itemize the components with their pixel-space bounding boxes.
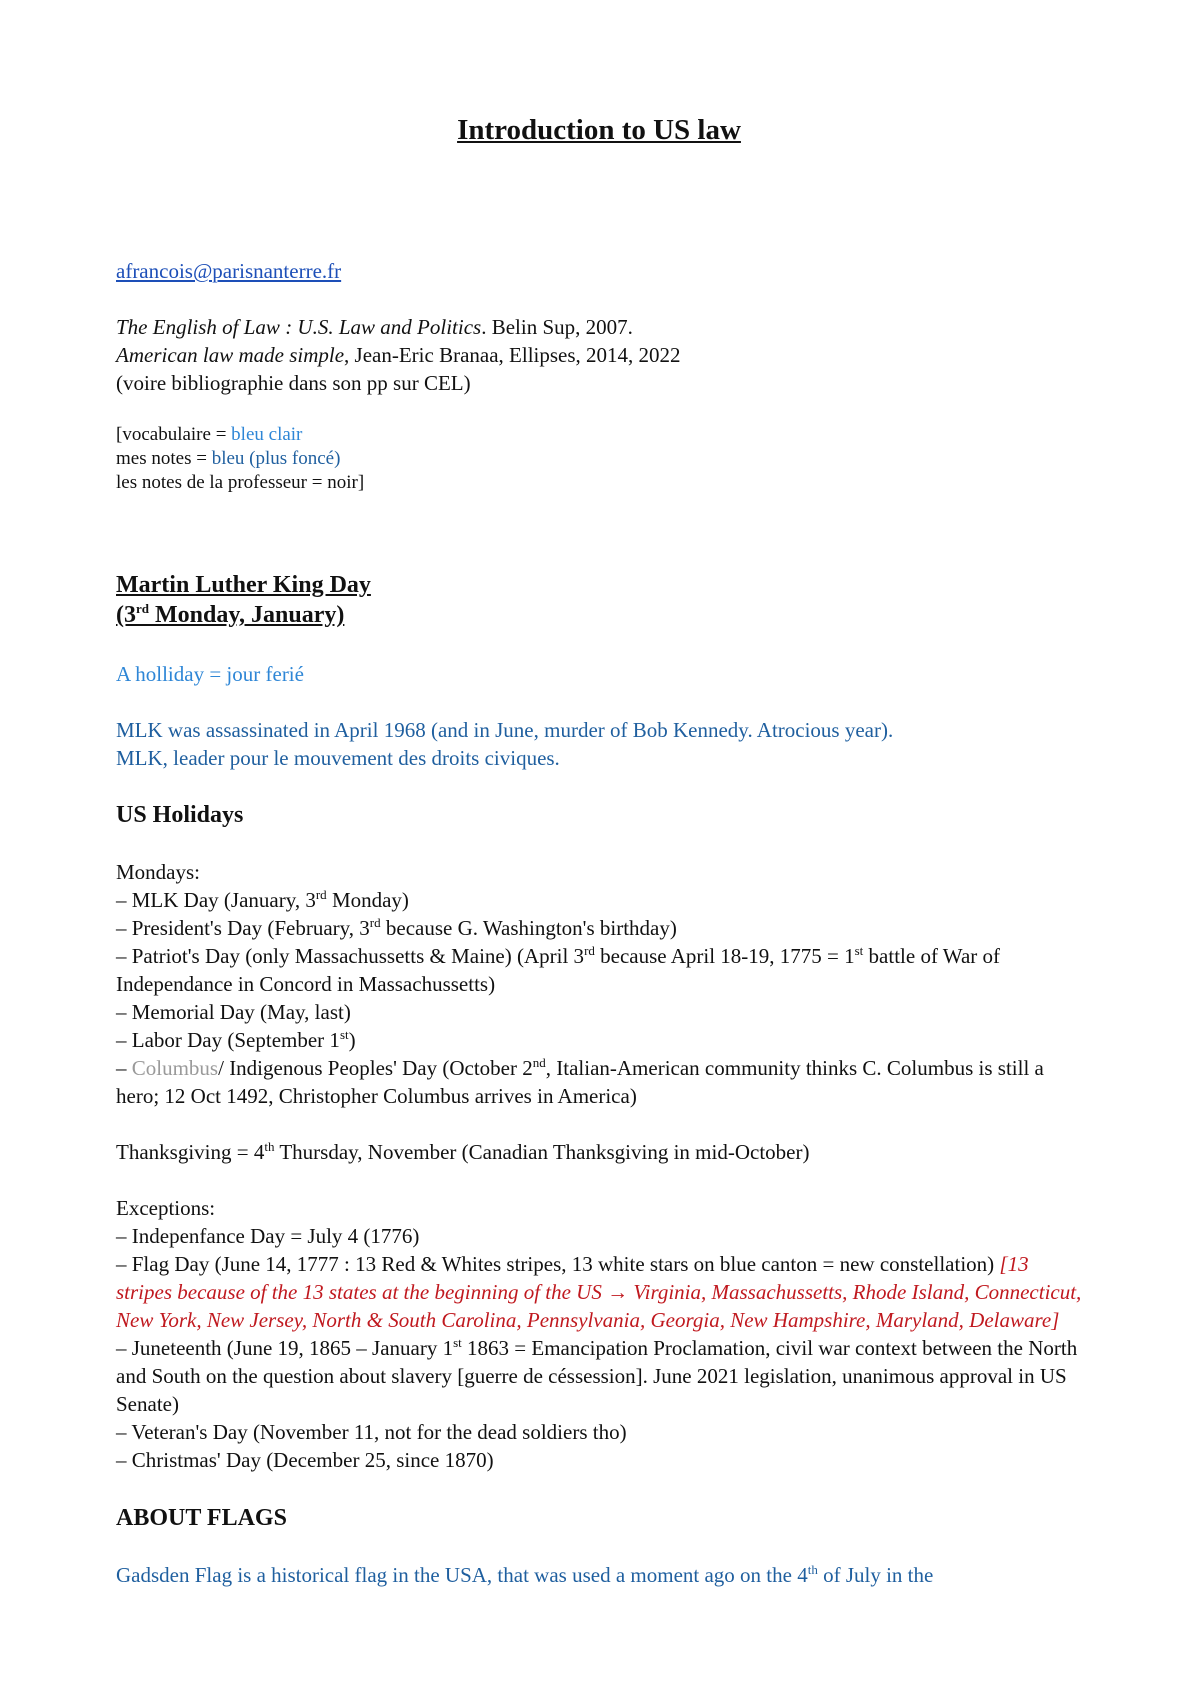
ordinal-suffix: rd bbox=[369, 915, 381, 930]
holidays-heading: US Holidays bbox=[116, 802, 244, 828]
ordinal-suffix: rd bbox=[136, 601, 149, 616]
ordinal-suffix: st bbox=[339, 1027, 349, 1042]
reference-1-details: . Belin Sup, 2007. bbox=[481, 315, 633, 339]
item-text: ) bbox=[348, 1028, 356, 1052]
mlk-heading-text: (3 bbox=[116, 602, 136, 628]
ordinal-suffix: rd bbox=[584, 943, 595, 958]
ordinal-suffix: nd bbox=[532, 1055, 546, 1070]
mondays-label: Mondays: bbox=[116, 860, 200, 884]
list-item bbox=[116, 886, 1082, 914]
item-text: Gadsden Flag is a historical flag in the USA, that was used a moment ago on the 4 bbox=[116, 1563, 808, 1587]
reference-2-details: , Jean-Eric Branaa, Ellipses, 2014, 2022 bbox=[344, 343, 681, 367]
reference-3: (voire bibliographie dans son pp sur CEL) bbox=[116, 371, 471, 395]
exceptions-block bbox=[116, 1194, 1082, 1474]
list-item bbox=[116, 998, 1082, 1026]
mlk-heading bbox=[116, 570, 1082, 630]
legend-label: [vocabulaire = bbox=[116, 424, 232, 445]
list-item bbox=[116, 1334, 1082, 1418]
exceptions-list bbox=[116, 1222, 1082, 1474]
item-text: battle of War of Independance in Concord in Massachussetts) bbox=[116, 944, 1001, 996]
item-text: – Memorial Day (May, last) bbox=[116, 1000, 351, 1024]
list-item bbox=[116, 1026, 1082, 1054]
mondays-block bbox=[116, 858, 1082, 1110]
mlk-note-2: MLK, leader pour le mouvement des droits civiques. bbox=[116, 746, 560, 770]
mlk-heading-line-1: Martin Luther King Day bbox=[116, 572, 371, 598]
item-text: 1863 = Emancipation Proclamation, civil war context between the North and South on the question about slavery [guerre de céssession]. June 2021 legislation, unanimous approval in US Senate) bbox=[116, 1336, 1078, 1416]
legend-value-blue: bleu (plus foncé) bbox=[211, 448, 341, 469]
reference-1-title: The English of Law : U.S. Law and Politics bbox=[116, 315, 482, 339]
legend-line-vocab bbox=[116, 423, 1082, 447]
reference-1 bbox=[116, 313, 1082, 341]
item-text: Thanksgiving = 4 bbox=[116, 1140, 265, 1164]
legend-label: mes notes = bbox=[116, 448, 212, 469]
item-text: / Indigenous Peoples' Day (October 2 bbox=[218, 1056, 533, 1080]
item-text: because G. Washington's birthday) bbox=[380, 916, 677, 940]
reference-2-title: American law made simple bbox=[116, 343, 345, 367]
page-title: Introduction to US law bbox=[457, 114, 741, 146]
list-item: – Christmas' Day (December 25, since 1870) bbox=[116, 1448, 494, 1472]
list-item bbox=[116, 1250, 1082, 1334]
ordinal-suffix: th bbox=[264, 1139, 275, 1154]
exceptions-label: Exceptions: bbox=[116, 1196, 216, 1220]
gadsden-note bbox=[116, 1561, 1082, 1589]
thanksgiving-line bbox=[116, 1138, 1082, 1166]
legend-value-light-blue: bleu clair bbox=[231, 424, 303, 445]
item-text: Thursday, November (Canadian Thanksgiving in mid-October) bbox=[274, 1140, 810, 1164]
mondays-list bbox=[116, 886, 1082, 1110]
item-text: because April 18-19, 1775 = 1 bbox=[594, 944, 855, 968]
item-text: – MLK Day (January, 3 bbox=[116, 888, 316, 912]
mlk-heading-text: Monday, January) bbox=[149, 602, 345, 628]
item-text: – Flag Day (June 14, 1777 : 13 Red & Whites stripes, 13 white stars on blue canton = new constellation) bbox=[116, 1252, 1000, 1276]
mlk-notes bbox=[116, 716, 1082, 772]
item-text: of July in the bbox=[817, 1563, 934, 1587]
color-legend bbox=[116, 423, 1082, 495]
references bbox=[116, 313, 1082, 397]
item-text: – Patriot's Day (only Massachussetts & Maine) (April 3 bbox=[116, 944, 585, 968]
legend-line-professor: les notes de la professeur = noir] bbox=[116, 472, 365, 493]
mlk-vocab: A holliday = jour ferié bbox=[116, 662, 304, 686]
ordinal-suffix: st bbox=[453, 1335, 462, 1350]
struck-name-grey: Columbus bbox=[131, 1056, 219, 1080]
list-item bbox=[116, 1054, 1082, 1110]
ordinal-suffix: st bbox=[854, 943, 864, 958]
item-text: , Italian-American community thinks C. Columbus is still a hero; 12 Oct 1492, Christopher Columbus arrives in America) bbox=[116, 1056, 1044, 1108]
flag-day-note: [13 stripes because of the 13 states at the beginning of the US → Virginia, Massachussetts, Rhode Island, Connecticut, New York, New Jersey, North & South Carolina, Pennsylvania, Georgia, New Hampshire, Maryland, Delaware] bbox=[116, 1252, 1082, 1332]
ordinal-suffix: th bbox=[807, 1562, 818, 1577]
reference-2 bbox=[116, 341, 1082, 369]
list-item bbox=[116, 942, 1082, 998]
list-item bbox=[116, 914, 1082, 942]
mlk-note-1: MLK was assassinated in April 1968 (and in June, murder of Bob Kennedy. Atrocious year). bbox=[116, 718, 894, 742]
mlk-heading-line-2 bbox=[116, 600, 1082, 630]
item-text: – President's Day (February, 3 bbox=[116, 916, 370, 940]
email-link[interactable]: afrancois@parisnanterre.fr bbox=[116, 259, 342, 283]
flags-heading: ABOUT FLAGS bbox=[116, 1505, 287, 1531]
ordinal-suffix: rd bbox=[315, 887, 327, 902]
item-text: – Juneteenth (June 19, 1865 – January 1 bbox=[116, 1336, 454, 1360]
legend-line-notes bbox=[116, 447, 1082, 471]
item-text: Monday) bbox=[326, 888, 409, 912]
list-item: – Indepenfance Day = July 4 (1776) bbox=[116, 1224, 420, 1248]
item-text: – bbox=[116, 1056, 132, 1080]
item-text: – Labor Day (September 1 bbox=[116, 1028, 340, 1052]
list-item: – Veteran's Day (November 11, not for the dead soldiers tho) bbox=[116, 1420, 627, 1444]
